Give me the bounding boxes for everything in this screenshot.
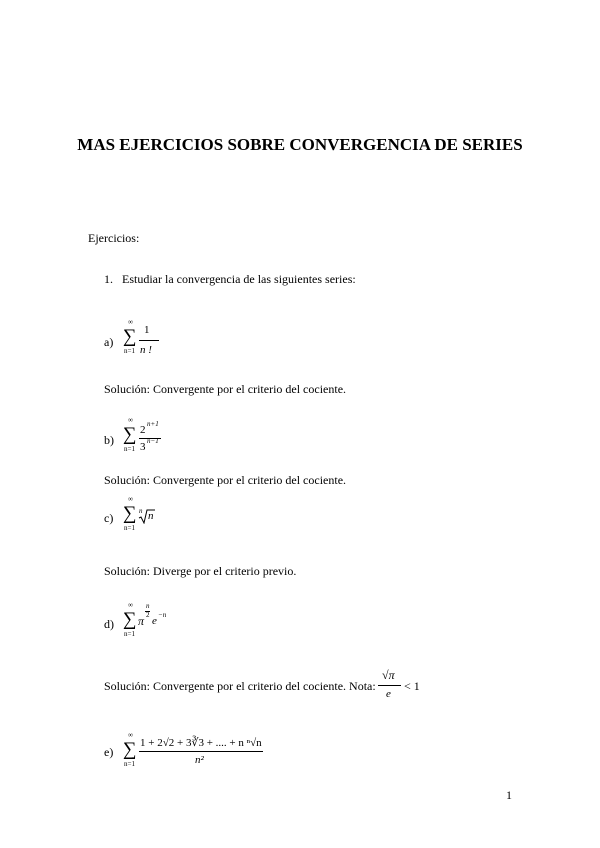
item-a-fraction-bar bbox=[139, 340, 159, 341]
section-label: Ejercicios: bbox=[88, 231, 140, 245]
item-d-base: π bbox=[138, 614, 145, 628]
item-a-sigma: ∑ bbox=[123, 326, 137, 347]
item-d-e-exp: −n bbox=[158, 611, 167, 619]
item-a-label: a) bbox=[104, 335, 114, 349]
item-c-root-index: n bbox=[139, 507, 143, 515]
item-c-sum-lower: n=1 bbox=[124, 524, 135, 532]
item-b-numerator-exp: n+1 bbox=[147, 420, 159, 428]
page-title: MAS EJERCICIOS SOBRE CONVERGENCIA DE SERIES bbox=[77, 135, 523, 154]
item-b-sum-lower: n=1 bbox=[124, 445, 135, 453]
item-d-label: d) bbox=[104, 617, 114, 631]
item-c-sum-upper: ∞ bbox=[128, 495, 133, 503]
item-b-solution: Solución: Convergente por el criterio del cociente. bbox=[104, 473, 347, 487]
item-b-numerator: 2 bbox=[140, 424, 146, 436]
item-d-sum-lower: n=1 bbox=[124, 630, 135, 638]
item-e-label: e) bbox=[104, 745, 114, 759]
item-c-radicand: n bbox=[148, 510, 154, 522]
page-number: 1 bbox=[506, 788, 512, 802]
item-d-note-denominator: e bbox=[386, 688, 391, 700]
item-a-denominator: n ! bbox=[140, 344, 152, 356]
item-a-numerator: 1 bbox=[144, 324, 150, 336]
item-c-solution: Solución: Diverge por el criterio previo. bbox=[104, 564, 297, 578]
item-a-sum-upper: ∞ bbox=[128, 318, 133, 326]
item-b-sum-upper: ∞ bbox=[128, 416, 133, 424]
item-e-sum-upper: ∞ bbox=[128, 731, 133, 739]
item-c-label: c) bbox=[104, 511, 114, 525]
item-e-numerator: 1 + 2√2 + 3∛3 + .... + n ⁿ√n bbox=[140, 737, 262, 749]
item-d-sigma: ∑ bbox=[123, 609, 137, 630]
item-b-denominator: 3 bbox=[140, 441, 146, 453]
item-d-note-fraction-bar bbox=[378, 685, 401, 686]
item-a-solution: Solución: Convergente por el criterio del cociente. bbox=[104, 382, 347, 396]
item-e-sum-lower: n=1 bbox=[124, 760, 135, 768]
item-d-sum-upper: ∞ bbox=[128, 601, 133, 609]
item-b-denominator-exp: n−1 bbox=[147, 437, 159, 445]
item-d-exp-den: 2 bbox=[146, 611, 150, 619]
item-d-solution: Solución: Convergente por el criterio del cociente. Nota: bbox=[104, 679, 376, 693]
item-e-sigma: ∑ bbox=[123, 739, 137, 760]
exercise-text: Estudiar la convergencia de las siguientes series: bbox=[122, 272, 356, 286]
item-d-exp-num: n bbox=[146, 602, 150, 610]
item-e-fraction-bar bbox=[139, 751, 263, 752]
item-b-sigma: ∑ bbox=[123, 424, 137, 445]
exercise-number: 1. bbox=[104, 272, 113, 286]
item-a-sum-lower: n=1 bbox=[124, 347, 135, 355]
item-d-note-numerator: √π bbox=[382, 668, 395, 682]
item-d-e: e bbox=[152, 615, 157, 627]
item-b-label: b) bbox=[104, 433, 114, 447]
item-e-denominator: n² bbox=[195, 754, 204, 766]
item-d-note-relation: < 1 bbox=[404, 679, 420, 693]
item-c-sigma: ∑ bbox=[123, 503, 137, 524]
